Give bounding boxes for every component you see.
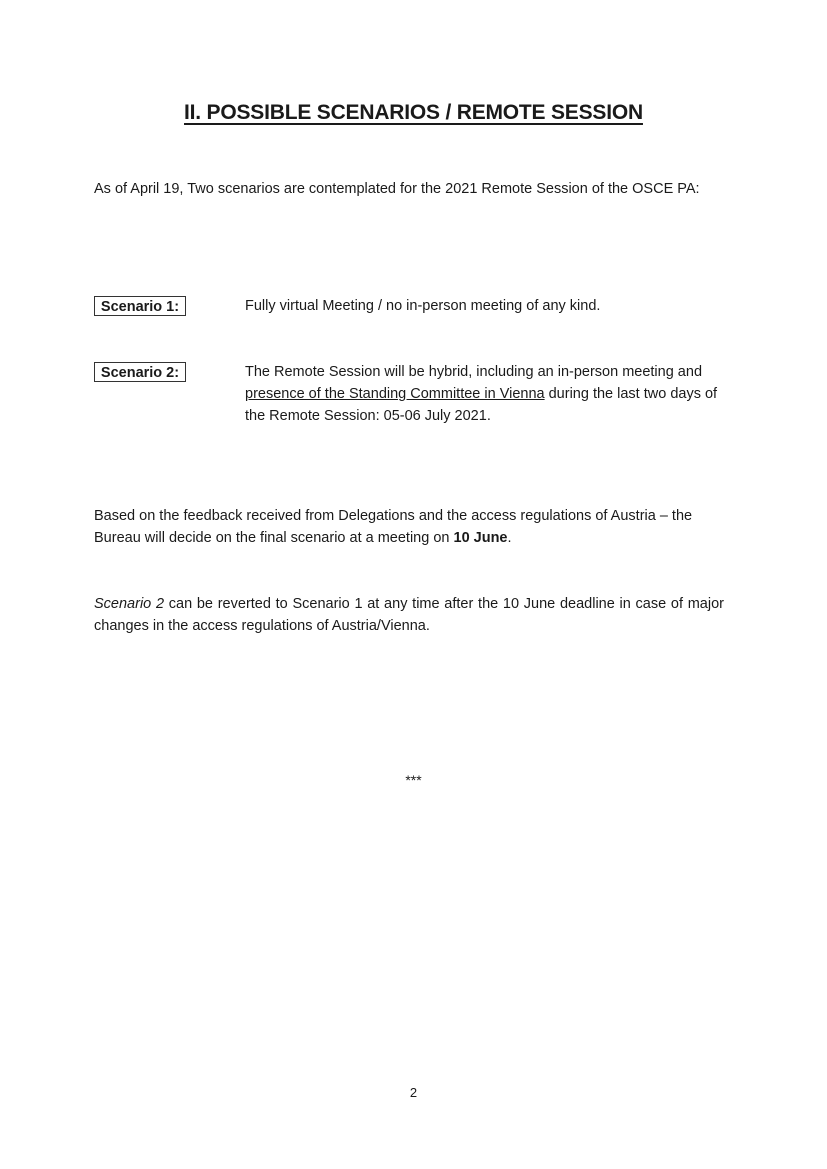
decision-text: Based on the feedback received from Delegations and the access regulations of Austria – the Bureau will decide on the final scenario at a meeting on [94, 508, 693, 546]
page-number: 2 [409, 1085, 418, 1100]
reversion-text: can be reverted to Scenario 1 at any time after the 10 June deadline in case of major changes in the access regulations of Austria/Vienna. [94, 596, 724, 634]
scenario-2-text-end: during the last two days of the Remote Session: 05-06 July 2021. [245, 386, 718, 424]
reversion-scenario: Scenario 2 [94, 596, 165, 612]
decision-paragraph [94, 505, 724, 549]
section-separator: *** [405, 772, 422, 788]
page-heading [0, 101, 827, 125]
scenario-2-text [245, 361, 727, 427]
reversion-paragraph [94, 593, 724, 637]
scenario-2-text-start: The Remote Session will be hybrid, including an in-person meeting and [245, 364, 703, 380]
intro-paragraph: As of April 19, Two scenarios are contemplated for the 2021 Remote Session of the OSCE PA: [94, 181, 700, 197]
scenario-1-text: Fully virtual Meeting / no in-person meeting of any kind. [245, 298, 601, 314]
scenario-2-underlined-text: presence of the Standing Committee in Vienna [245, 386, 545, 402]
decision-end: . [507, 530, 512, 546]
heading-text: II. POSSIBLE SCENARIOS / REMOTE SESSION [184, 101, 643, 124]
scenario-1-label: Scenario 1: [94, 296, 186, 316]
decision-date: 10 June [453, 530, 508, 546]
scenario-2-label: Scenario 2: [94, 362, 186, 382]
